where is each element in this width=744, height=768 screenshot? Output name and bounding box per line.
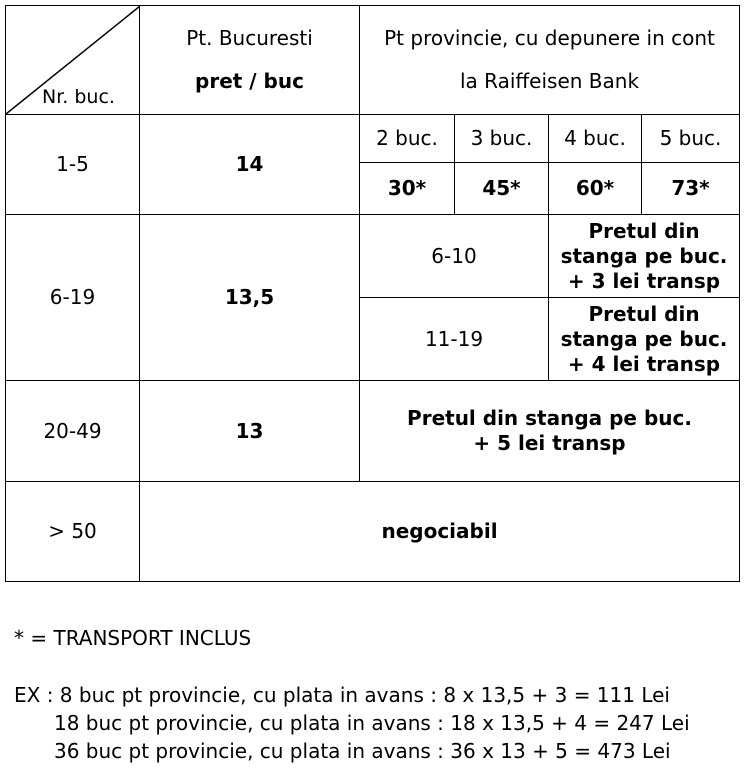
transport-note-line: + 4 lei transp bbox=[567, 351, 721, 376]
range-cell: > 50 bbox=[6, 482, 140, 582]
table-row bbox=[6, 215, 740, 298]
range-cell: 1-5 bbox=[6, 115, 140, 215]
example-line: 18 buc pt provincie, cu plata in avans : 18 x 13,5 + 4 = 247 Lei bbox=[54, 711, 690, 735]
example-line: EX : 8 buc pt provincie, cu plata in avans : 8 x 13,5 + 3 = 111 Lei bbox=[14, 683, 670, 707]
transport-note-line: + 3 lei transp bbox=[567, 268, 721, 293]
header-provincie bbox=[360, 6, 740, 115]
transport-note-line: Pretul din bbox=[588, 301, 700, 326]
transport-note bbox=[549, 215, 740, 298]
qty-header: 4 buc. bbox=[549, 115, 642, 163]
sub-range-cell: 6-10 bbox=[360, 215, 549, 298]
header-provincie-subtitle: la Raiffeisen Bank bbox=[459, 69, 640, 93]
header-row bbox=[6, 6, 740, 115]
qty-price: 73* bbox=[642, 163, 740, 215]
qty-header: 5 buc. bbox=[642, 115, 740, 163]
transport-note-line: + 5 lei transp bbox=[473, 431, 626, 455]
qty-header: 2 buc. bbox=[360, 115, 455, 163]
header-bucuresti-subtitle: pret / buc bbox=[195, 69, 304, 93]
sub-range-cell: 11-19 bbox=[360, 298, 549, 381]
range-cell: 6-19 bbox=[6, 215, 140, 381]
table-row bbox=[6, 115, 740, 163]
negotiable-cell: negociabil bbox=[140, 482, 740, 582]
transport-note-line: stanga pe buc. bbox=[560, 326, 728, 351]
qty-price: 30* bbox=[360, 163, 455, 215]
price-cell: 13,5 bbox=[140, 215, 360, 381]
transport-note bbox=[549, 298, 740, 381]
transport-note-line: Pretul din bbox=[588, 218, 700, 243]
example-line: 36 buc pt provincie, cu plata in avans : 36 x 13 + 5 = 473 Lei bbox=[54, 739, 671, 763]
qty-price: 60* bbox=[549, 163, 642, 215]
range-cell: 20-49 bbox=[6, 381, 140, 482]
price-table bbox=[5, 5, 740, 582]
header-provincie-title: Pt provincie, cu depunere in cont bbox=[384, 26, 715, 50]
transport-note bbox=[360, 381, 740, 482]
corner-label: Nr. buc. bbox=[42, 86, 115, 109]
header-bucuresti-title: Pt. Bucuresti bbox=[186, 26, 313, 50]
price-cell: 13 bbox=[140, 381, 360, 482]
transport-note-line: Pretul din stanga pe buc. bbox=[407, 406, 692, 430]
legend-note: * = TRANSPORT INCLUS bbox=[14, 626, 252, 650]
table-row bbox=[6, 482, 740, 582]
price-cell: 14 bbox=[140, 115, 360, 215]
qty-header: 3 buc. bbox=[455, 115, 549, 163]
header-bucuresti bbox=[140, 6, 360, 115]
qty-price: 45* bbox=[455, 163, 549, 215]
table-row bbox=[6, 381, 740, 482]
transport-note-line: stanga pe buc. bbox=[560, 243, 728, 268]
corner-cell bbox=[6, 6, 140, 115]
